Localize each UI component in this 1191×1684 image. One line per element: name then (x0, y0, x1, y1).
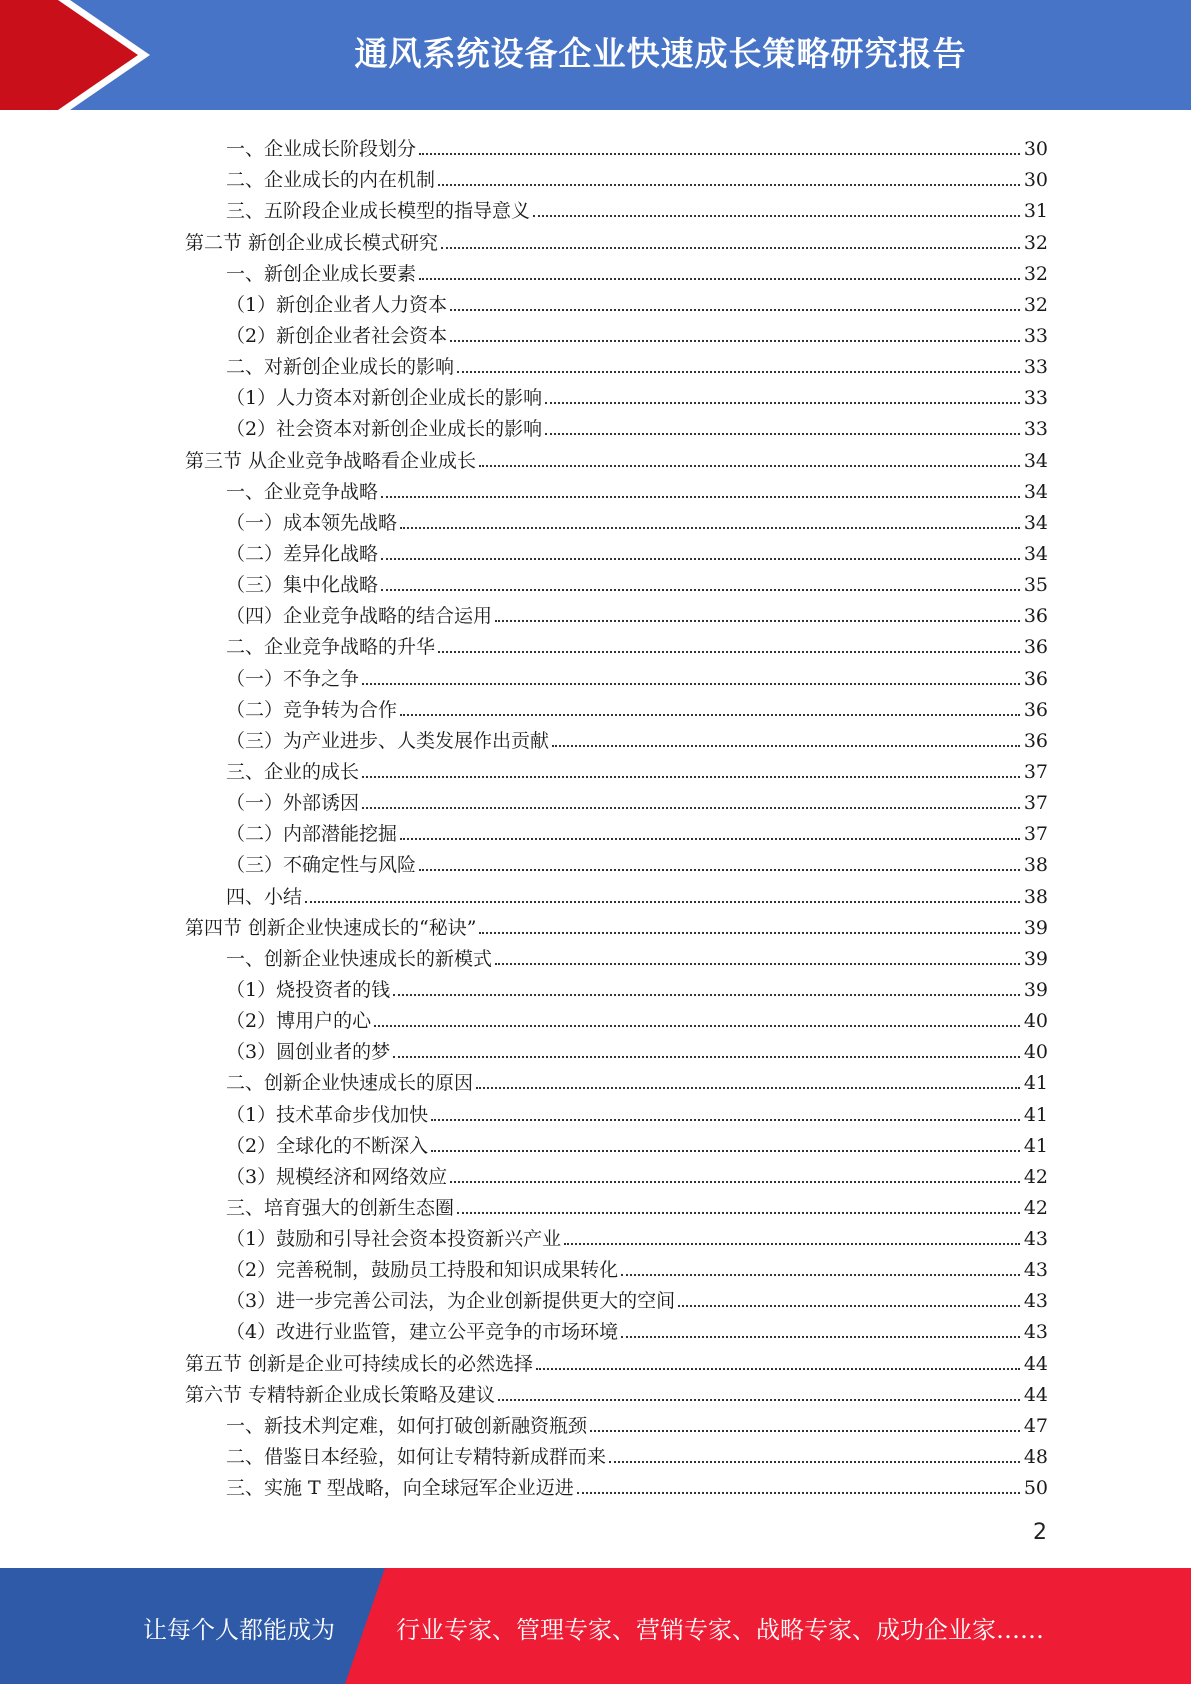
toc-entry-page: 36 (1023, 698, 1048, 721)
toc-entry[interactable] (0, 160, 1191, 191)
toc-entry-page: 41 (1023, 1134, 1048, 1157)
toc-entry[interactable] (0, 1157, 1191, 1188)
toc-entry-label: （2）全球化的不断深入 (226, 1134, 429, 1157)
toc-entry[interactable] (0, 627, 1191, 658)
toc-dot-leader (536, 1368, 1020, 1370)
toc-dot-leader (621, 1336, 1020, 1338)
toc-entry-page: 32 (1023, 293, 1048, 316)
toc-entry-page: 41 (1023, 1103, 1048, 1126)
toc-entry-page: 36 (1023, 605, 1048, 628)
toc-dot-leader (479, 465, 1020, 467)
toc-entry[interactable] (0, 565, 1191, 596)
toc-entry[interactable] (0, 440, 1191, 471)
toc-entry-label: 四、小结 (226, 885, 303, 908)
toc-entry-page: 47 (1023, 1414, 1048, 1437)
footer-slogan-right: 行业专家、管理专家、营销专家、战略专家、成功企业家…… (396, 1616, 1044, 1644)
toc-dot-leader (362, 807, 1020, 809)
toc-entry[interactable] (0, 1281, 1191, 1312)
toc-dot-leader (495, 963, 1020, 965)
table-of-contents (0, 129, 1191, 1499)
toc-dot-leader (577, 1492, 1020, 1494)
toc-entry-page: 30 (1023, 169, 1048, 192)
toc-dot-leader (609, 1461, 1020, 1463)
toc-entry[interactable] (0, 1032, 1191, 1063)
toc-entry-label: 三、实施 T 型战略，向全球冠军企业迈进 (226, 1477, 574, 1500)
toc-dot-leader (457, 1212, 1020, 1214)
toc-dot-leader (441, 247, 1020, 249)
toc-entry-page: 38 (1023, 885, 1048, 908)
toc-entry[interactable] (0, 1219, 1191, 1250)
toc-entry[interactable] (0, 908, 1191, 939)
toc-entry-label: （4）改进行业监管，建立公平竞争的市场环境 (226, 1321, 619, 1344)
toc-entry-label: （一）不争之争 (226, 667, 360, 690)
toc-entry[interactable] (0, 1343, 1191, 1374)
toc-entry-page: 43 (1023, 1290, 1048, 1313)
toc-entry-page: 33 (1023, 418, 1048, 441)
toc-dot-leader (590, 1430, 1020, 1432)
toc-entry[interactable] (0, 1468, 1191, 1499)
toc-dot-leader (362, 683, 1020, 685)
toc-entry-page: 32 (1023, 231, 1048, 254)
toc-dot-leader (457, 371, 1020, 373)
toc-entry-label: 二、企业成长的内在机制 (226, 169, 436, 192)
toc-dot-leader (419, 153, 1020, 155)
toc-entry[interactable] (0, 1094, 1191, 1125)
toc-entry[interactable] (0, 409, 1191, 440)
toc-entry-page: 43 (1023, 1321, 1048, 1344)
toc-entry-label: 一、企业竞争战略 (226, 480, 379, 503)
toc-entry-page: 34 (1023, 542, 1048, 565)
toc-entry-page: 31 (1023, 200, 1048, 223)
toc-dot-leader (431, 1119, 1020, 1121)
toc-entry-page: 34 (1023, 449, 1048, 472)
toc-entry[interactable] (0, 1001, 1191, 1032)
toc-dot-leader (419, 869, 1020, 871)
toc-entry[interactable] (0, 534, 1191, 565)
toc-entry-page: 43 (1023, 1228, 1048, 1251)
toc-entry-page: 43 (1023, 1259, 1048, 1282)
toc-dot-leader (552, 745, 1020, 747)
toc-dot-leader (564, 1243, 1020, 1245)
toc-entry-page: 32 (1023, 262, 1048, 285)
toc-entry-label: （二）竞争转为合作 (226, 698, 398, 721)
toc-entry-label: （3）进一步完善公司法，为企业创新提供更大的空间 (226, 1290, 676, 1313)
toc-entry-page: 48 (1023, 1446, 1048, 1469)
toc-entry-page: 33 (1023, 324, 1048, 347)
toc-entry-label: （1）鼓励和引导社会资本投资新兴产业 (226, 1228, 562, 1251)
toc-entry[interactable] (0, 1250, 1191, 1281)
toc-entry-label: 二、创新企业快速成长的原因 (226, 1072, 474, 1095)
toc-entry-page: 30 (1023, 138, 1048, 161)
toc-entry-label: （三）不确定性与风险 (226, 854, 417, 877)
toc-dot-leader (431, 1150, 1020, 1152)
toc-entry[interactable] (0, 503, 1191, 534)
document-title: 通风系统设备企业快速成长策略研究报告 (354, 34, 967, 73)
toc-entry-label: 一、新技术判定难，如何打破创新融资瓶颈 (226, 1414, 588, 1437)
toc-entry-label: （2）完善税制，鼓励员工持股和知识成果转化 (226, 1259, 619, 1282)
toc-entry-page: 36 (1023, 636, 1048, 659)
footer-slogan-left: 让每个人都能成为 (143, 1616, 335, 1644)
toc-entry-page: 37 (1023, 823, 1048, 846)
toc-entry[interactable] (0, 658, 1191, 689)
toc-entry-label: 第二节 新创企业成长模式研究 (185, 231, 439, 254)
toc-dot-leader (381, 558, 1020, 560)
page-footer (0, 1568, 1191, 1684)
toc-entry-label: 三、企业的成长 (226, 760, 360, 783)
toc-entry-label: （1）烧投资者的钱 (226, 978, 391, 1001)
toc-entry[interactable] (0, 939, 1191, 970)
page-header (0, 0, 1191, 110)
toc-dot-leader (450, 309, 1020, 311)
toc-dot-leader (393, 1056, 1020, 1058)
toc-entry-page: 40 (1023, 1010, 1048, 1033)
toc-entry-label: （3）圆创业者的梦 (226, 1041, 391, 1064)
toc-entry[interactable] (0, 378, 1191, 409)
toc-entry[interactable] (0, 1063, 1191, 1094)
toc-entry-label: 一、新创企业成长要素 (226, 262, 417, 285)
toc-dot-leader (381, 496, 1020, 498)
toc-dot-leader (450, 1181, 1020, 1183)
toc-entry[interactable] (0, 129, 1191, 160)
toc-entry-label: 三、培育强大的创新生态圈 (226, 1196, 455, 1219)
toc-entry-label: （2）社会资本对新创企业成长的影响 (226, 418, 543, 441)
toc-entry[interactable] (0, 222, 1191, 253)
toc-entry[interactable] (0, 970, 1191, 1001)
toc-entry-label: 第三节 从企业竞争战略看企业成长 (185, 449, 477, 472)
toc-entry-page: 37 (1023, 760, 1048, 783)
toc-entry-page: 42 (1023, 1196, 1048, 1219)
toc-entry-label: （1）技术革命步伐加快 (226, 1103, 429, 1126)
toc-entry-page: 50 (1023, 1477, 1048, 1500)
toc-entry-label: 第五节 创新是企业可持续成长的必然选择 (185, 1352, 534, 1375)
toc-dot-leader (374, 1025, 1020, 1027)
toc-dot-leader (450, 340, 1020, 342)
toc-entry-label: 三、五阶段企业成长模型的指导意义 (226, 200, 531, 223)
toc-entry-label: （3）规模经济和网络效应 (226, 1165, 448, 1188)
toc-entry[interactable] (0, 876, 1191, 907)
toc-entry[interactable] (0, 814, 1191, 845)
toc-dot-leader (545, 402, 1020, 404)
toc-dot-leader (400, 714, 1020, 716)
toc-dot-leader (533, 215, 1020, 217)
toc-entry[interactable] (0, 1406, 1191, 1437)
toc-entry[interactable] (0, 1188, 1191, 1219)
page-number: 2 (1033, 1520, 1047, 1545)
toc-dot-leader (621, 1274, 1020, 1276)
toc-entry-page: 37 (1023, 792, 1048, 815)
toc-entry-page: 34 (1023, 511, 1048, 534)
toc-entry-page: 44 (1023, 1352, 1048, 1375)
toc-entry[interactable] (0, 596, 1191, 627)
toc-entry-page: 34 (1023, 480, 1048, 503)
toc-entry-label: 一、创新企业快速成长的新模式 (226, 947, 493, 970)
toc-entry-label: （四）企业竞争战略的结合运用 (226, 605, 493, 628)
toc-entry-label: 一、企业成长阶段划分 (226, 138, 417, 161)
toc-dot-leader (381, 589, 1020, 591)
toc-dot-leader (400, 527, 1020, 529)
toc-entry-page: 42 (1023, 1165, 1048, 1188)
toc-entry[interactable] (0, 721, 1191, 752)
toc-entry[interactable] (0, 752, 1191, 783)
toc-dot-leader (419, 278, 1020, 280)
toc-entry-label: （一）外部诱因 (226, 792, 360, 815)
toc-entry[interactable] (0, 254, 1191, 285)
toc-entry-page: 35 (1023, 574, 1048, 597)
toc-entry-label: 第六节 专精特新企业成长策略及建议 (185, 1383, 496, 1406)
toc-dot-leader (476, 1087, 1020, 1089)
toc-entry-page: 41 (1023, 1072, 1048, 1095)
toc-entry[interactable] (0, 783, 1191, 814)
toc-entry-page: 39 (1023, 916, 1048, 939)
toc-dot-leader (400, 838, 1020, 840)
toc-entry-page: 40 (1023, 1041, 1048, 1064)
toc-entry[interactable] (0, 690, 1191, 721)
toc-dot-leader (305, 901, 1020, 903)
toc-entry[interactable] (0, 285, 1191, 316)
toc-entry-page: 33 (1023, 387, 1048, 410)
toc-dot-leader (438, 651, 1020, 653)
toc-dot-leader (438, 184, 1020, 186)
toc-entry[interactable] (0, 1312, 1191, 1343)
toc-entry[interactable] (0, 1375, 1191, 1406)
toc-entry[interactable] (0, 1437, 1191, 1468)
toc-entry-label: 二、借鉴日本经验，如何让专精特新成群而来 (226, 1446, 607, 1469)
toc-entry[interactable] (0, 845, 1191, 876)
toc-entry-label: （2）新创企业者社会资本 (226, 324, 448, 347)
toc-entry-page: 33 (1023, 356, 1048, 379)
toc-entry[interactable] (0, 1126, 1191, 1157)
toc-dot-leader (498, 1399, 1020, 1401)
toc-entry-label: （三）为产业进步、人类发展作出贡献 (226, 729, 550, 752)
toc-entry[interactable] (0, 472, 1191, 503)
toc-entry-label: （三）集中化战略 (226, 574, 379, 597)
toc-dot-leader (362, 776, 1020, 778)
toc-entry-page: 44 (1023, 1383, 1048, 1406)
toc-entry-label: 二、对新创企业成长的影响 (226, 356, 455, 379)
toc-entry-label: （一）成本领先战略 (226, 511, 398, 534)
toc-entry-page: 36 (1023, 729, 1048, 752)
toc-entry-label: 第四节 创新企业快速成长的“秘诀” (185, 916, 477, 939)
toc-dot-leader (393, 994, 1020, 996)
toc-dot-leader (545, 433, 1020, 435)
toc-entry[interactable] (0, 191, 1191, 222)
toc-entry-label: （1）新创企业者人力资本 (226, 293, 448, 316)
toc-entry-page: 36 (1023, 667, 1048, 690)
toc-entry-page: 39 (1023, 947, 1048, 970)
toc-dot-leader (479, 932, 1020, 934)
toc-entry-page: 38 (1023, 854, 1048, 877)
toc-entry-label: 二、企业竞争战略的升华 (226, 636, 436, 659)
toc-entry-label: （二）内部潜能挖掘 (226, 823, 398, 846)
toc-entry-label: （1）人力资本对新创企业成长的影响 (226, 387, 543, 410)
toc-entry-label: （2）博用户的心 (226, 1010, 372, 1033)
toc-dot-leader (495, 620, 1020, 622)
toc-dot-leader (678, 1305, 1020, 1307)
toc-entry[interactable] (0, 316, 1191, 347)
toc-entry[interactable] (0, 347, 1191, 378)
toc-entry-label: （二）差异化战略 (226, 542, 379, 565)
toc-entry-page: 39 (1023, 978, 1048, 1001)
